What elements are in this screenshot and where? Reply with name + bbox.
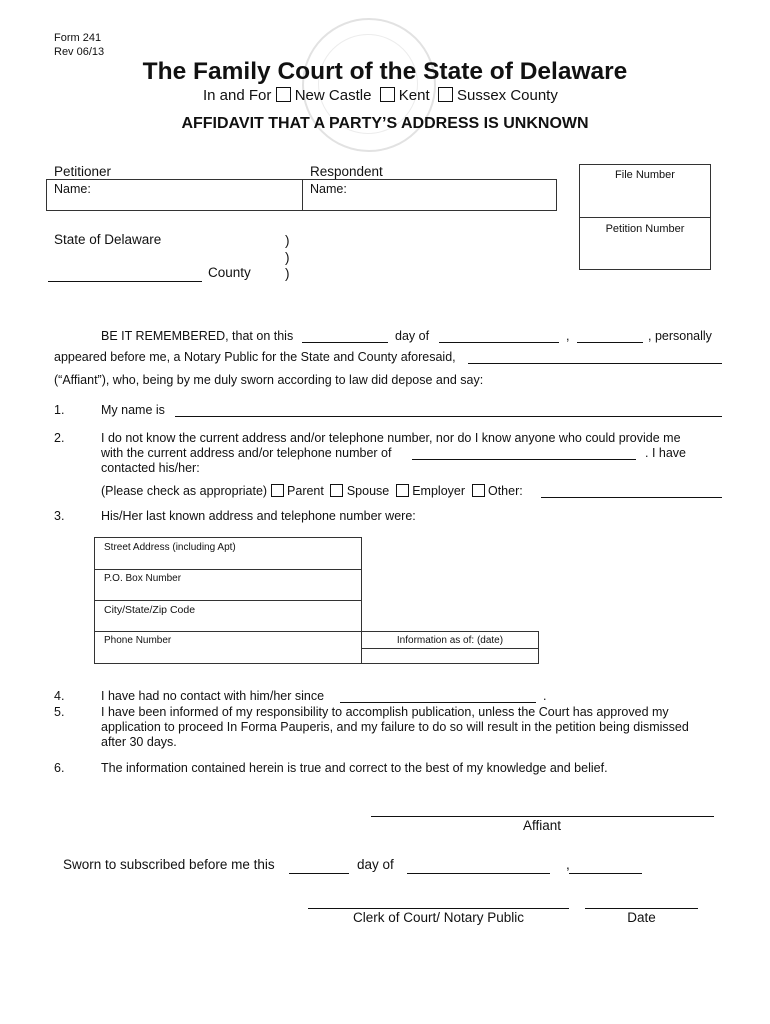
petition-number-field[interactable]: [583, 240, 707, 266]
preamble-personally: , personally: [648, 329, 712, 343]
item-5-line-3: after 30 days.: [101, 735, 177, 749]
form-revision: Rev 06/13: [54, 46, 105, 58]
petition-number-label: Petition Number: [605, 223, 685, 235]
respondent-name-label: Name:: [310, 182, 347, 196]
item-1-number: 1.: [54, 403, 65, 417]
item-5-line-2: application to proceed In Forma Pauperis, and my failure to do so will result in the petition being dismissed: [101, 720, 689, 734]
check-prompt: (Please check as appropriate): [101, 484, 268, 498]
item-6-text: The information contained herein is true and correct to the best of my knowledge and belief.: [101, 761, 608, 775]
court-title: The Family Court of the State of Delaware: [142, 58, 628, 85]
respondent-label: Respondent: [310, 164, 383, 179]
last-contact-date-field[interactable]: [340, 702, 536, 703]
preamble-remembered: BE IT REMEMBERED, that on this: [101, 329, 294, 343]
item-5-number: 5.: [54, 705, 65, 719]
affiant-label: Affiant: [523, 818, 562, 833]
item-2-line-2: with the current address and/or telephone number of: [101, 446, 392, 460]
clerk-label: Clerk of Court/ Notary Public: [352, 910, 525, 925]
case-numbers-divider: [579, 217, 711, 218]
item-4-text: I have had no contact with him/her since: [101, 689, 325, 703]
sworn-day-of: day of: [357, 857, 394, 872]
checkbox-parent[interactable]: [271, 484, 284, 497]
sworn-comma: ,: [566, 857, 570, 872]
checkbox-sussex[interactable]: [438, 87, 453, 102]
po-box-label: P.O. Box Number: [104, 573, 182, 584]
preamble-comma: ,: [566, 329, 570, 343]
item-6-number: 6.: [54, 761, 65, 775]
item-2-line-1: I do not know the current address and/or telephone number, nor do I know anyone who could provide me: [101, 431, 681, 445]
item-2-number: 2.: [54, 431, 65, 445]
county-kent: Kent: [398, 87, 430, 104]
preamble-day-of: day of: [395, 329, 430, 343]
parties-divider: [302, 179, 303, 211]
item-3-number: 3.: [54, 509, 65, 523]
venue-paren-1: ): [285, 233, 290, 248]
preamble-appeared: appeared before me, a Notary Public for the State and County aforesaid,: [54, 350, 456, 364]
preamble-sworn: (“Affiant”), who, being by me duly sworn according to law did depose and say:: [54, 373, 484, 387]
option-other: Other:: [487, 484, 523, 498]
sworn-year-field[interactable]: [569, 873, 642, 874]
other-contact-field[interactable]: [541, 497, 722, 498]
county-prefix: In and For: [203, 87, 272, 104]
checkbox-new-castle[interactable]: [276, 87, 291, 102]
item-3-text: His/Her last known address and telephone number were:: [101, 509, 416, 523]
address-row-divider-1: [94, 569, 362, 570]
checkbox-employer[interactable]: [396, 484, 409, 497]
item-4-period: .: [543, 689, 547, 703]
street-address-label: Street Address (including Apt): [104, 542, 236, 553]
county-selector: [203, 87, 558, 104]
city-state-zip-field[interactable]: [98, 615, 358, 629]
street-address-field[interactable]: [98, 553, 358, 567]
preamble-day-field[interactable]: [302, 342, 388, 343]
item-2-line-3: contacted his/her:: [101, 461, 200, 475]
clerk-signature-field[interactable]: [308, 908, 569, 909]
po-box-field[interactable]: [98, 584, 358, 598]
form-title: AFFIDAVIT THAT A PARTY’S ADDRESS IS UNKNOWN: [181, 115, 589, 132]
petitioner-name-field[interactable]: [150, 182, 296, 208]
notary-county-field[interactable]: [468, 363, 722, 364]
date-label: Date: [627, 910, 656, 925]
venue-paren-3: ): [285, 266, 290, 281]
form-number: Form 241: [54, 32, 102, 44]
item-4-number: 4.: [54, 689, 65, 703]
venue-paren-2: ): [285, 250, 290, 265]
sworn-prefix: Sworn to subscribed before me this: [63, 857, 275, 872]
checkbox-kent[interactable]: [380, 87, 395, 102]
venue-county-field[interactable]: [48, 281, 202, 282]
option-parent: Parent: [287, 484, 324, 498]
contact-checkboxes: [101, 484, 523, 498]
file-number-field[interactable]: [583, 186, 707, 214]
item-5-line-1: I have been informed of my responsibility to accomplish publication, unless the Court has approved my: [101, 705, 669, 719]
sworn-day-field[interactable]: [289, 873, 349, 874]
clerk-date-field[interactable]: [585, 908, 698, 909]
preamble-month-field[interactable]: [439, 342, 559, 343]
venue-county-label: County: [208, 265, 251, 280]
sworn-month-field[interactable]: [407, 873, 550, 874]
file-number-label: File Number: [615, 169, 675, 181]
phone-number-field[interactable]: [98, 647, 358, 661]
preamble-year-field[interactable]: [577, 342, 643, 343]
info-as-of-field[interactable]: [364, 650, 536, 662]
info-as-of-label: Information as of: (date): [396, 635, 504, 646]
petitioner-label: Petitioner: [54, 164, 112, 179]
info-date-divider: [361, 648, 539, 649]
affiant-signature-field[interactable]: [371, 816, 714, 817]
respondent-name-field[interactable]: [360, 182, 550, 208]
phone-number-label: Phone Number: [104, 635, 172, 646]
address-row-divider-3: [94, 631, 362, 632]
affiant-name-field[interactable]: [175, 416, 722, 417]
item-2-i-have: . I have: [645, 446, 686, 460]
county-sussex: Sussex County: [456, 87, 558, 104]
venue-state: State of Delaware: [54, 232, 162, 247]
address-row-divider-2: [94, 600, 362, 601]
checkbox-spouse[interactable]: [330, 484, 343, 497]
checkbox-other[interactable]: [472, 484, 485, 497]
option-employer: Employer: [412, 484, 466, 498]
petitioner-name-label: Name:: [54, 182, 91, 196]
county-new-castle: New Castle: [294, 87, 372, 104]
city-state-zip-label: City/State/Zip Code: [104, 604, 196, 616]
item-1-text: My name is: [101, 403, 165, 417]
option-spouse: Spouse: [346, 484, 390, 498]
party-name-field[interactable]: [412, 459, 636, 460]
